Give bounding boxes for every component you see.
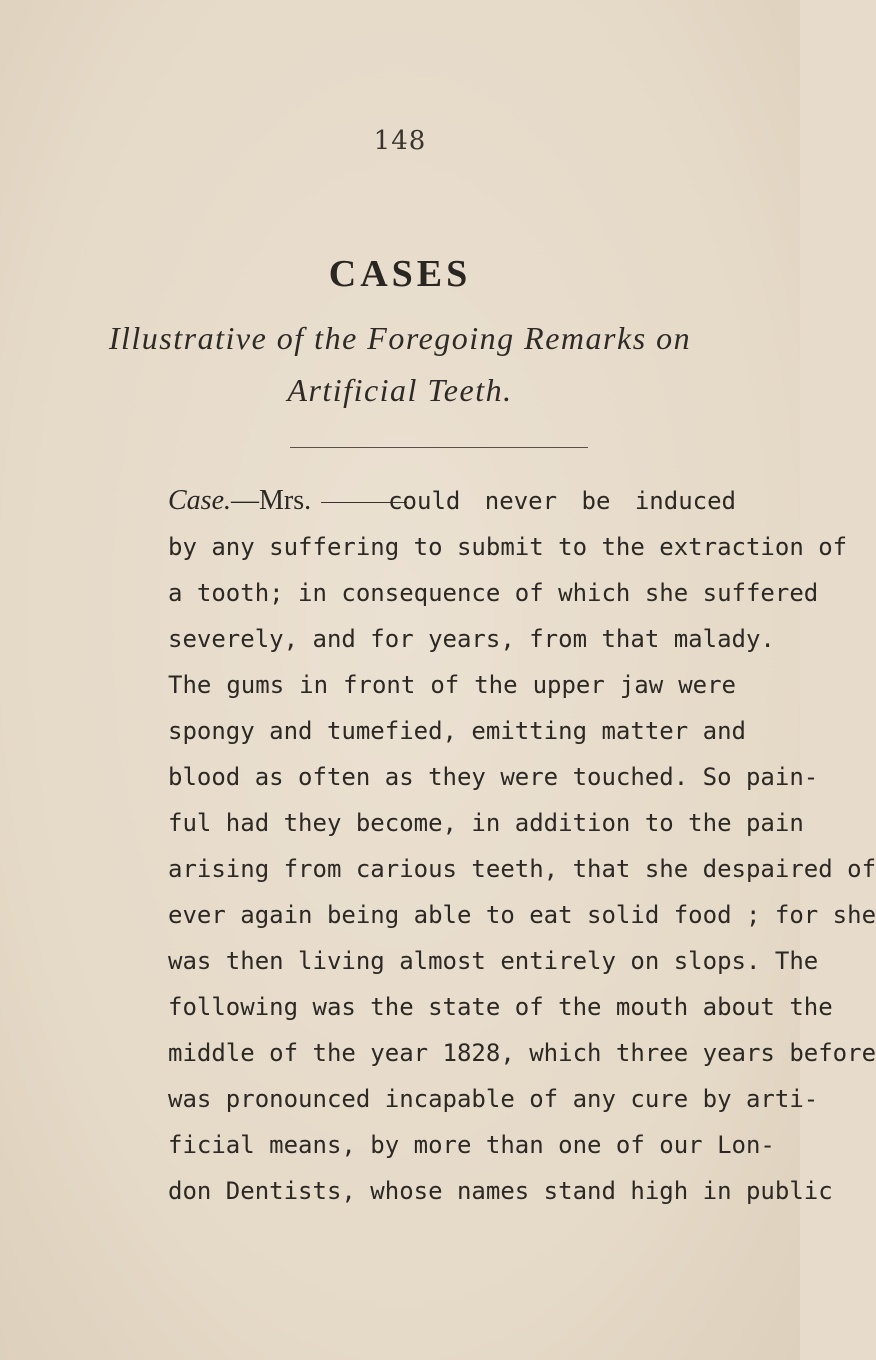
text-line: was pronounced incapable of any cure by arti-: [168, 1085, 819, 1113]
subtitle-line-2: Artificial Teeth.: [287, 372, 513, 408]
text-line: don Dentists, whose names stand high in public: [168, 1177, 833, 1205]
case-name: Mrs.: [259, 485, 312, 516]
text-line: a tooth; in consequence of which she suffered: [168, 579, 819, 607]
text-line-first: [168, 476, 736, 526]
text-line: arising from carious teeth, that she despaired of: [168, 855, 876, 883]
section-heading: CASES: [328, 253, 472, 295]
text-line: The gums in front of the upper jaw were: [168, 671, 736, 699]
text-line: ful had they become, in addition to the pain: [168, 809, 804, 837]
text-line: ficial means, by more than one of our Lon-: [168, 1131, 775, 1159]
text-line: was then living almost entirely on slops. The: [168, 947, 819, 975]
case-label: Case.: [168, 485, 231, 516]
subtitle-line-1: Illustrative of the Foregoing Remarks on: [108, 320, 692, 356]
case-dash: —: [231, 485, 259, 516]
page-number: 148: [373, 126, 427, 156]
divider-rule: [290, 447, 588, 448]
text-line: severely, and for years, from that malady.: [168, 625, 775, 653]
text-line: spongy and tumefied, emitting matter and: [168, 717, 746, 745]
text-line: middle of the year 1828, which three years before: [168, 1039, 876, 1067]
text-line: blood as often as they were touched. So pain-: [168, 763, 819, 791]
text-line: ever again being able to eat solid food ; for she: [168, 901, 876, 929]
text-line: by any suffering to submit to the extraction of: [168, 533, 848, 561]
first-line-rest: could never be induced: [388, 487, 736, 515]
text-line: following was the state of the mouth about the: [168, 993, 833, 1021]
